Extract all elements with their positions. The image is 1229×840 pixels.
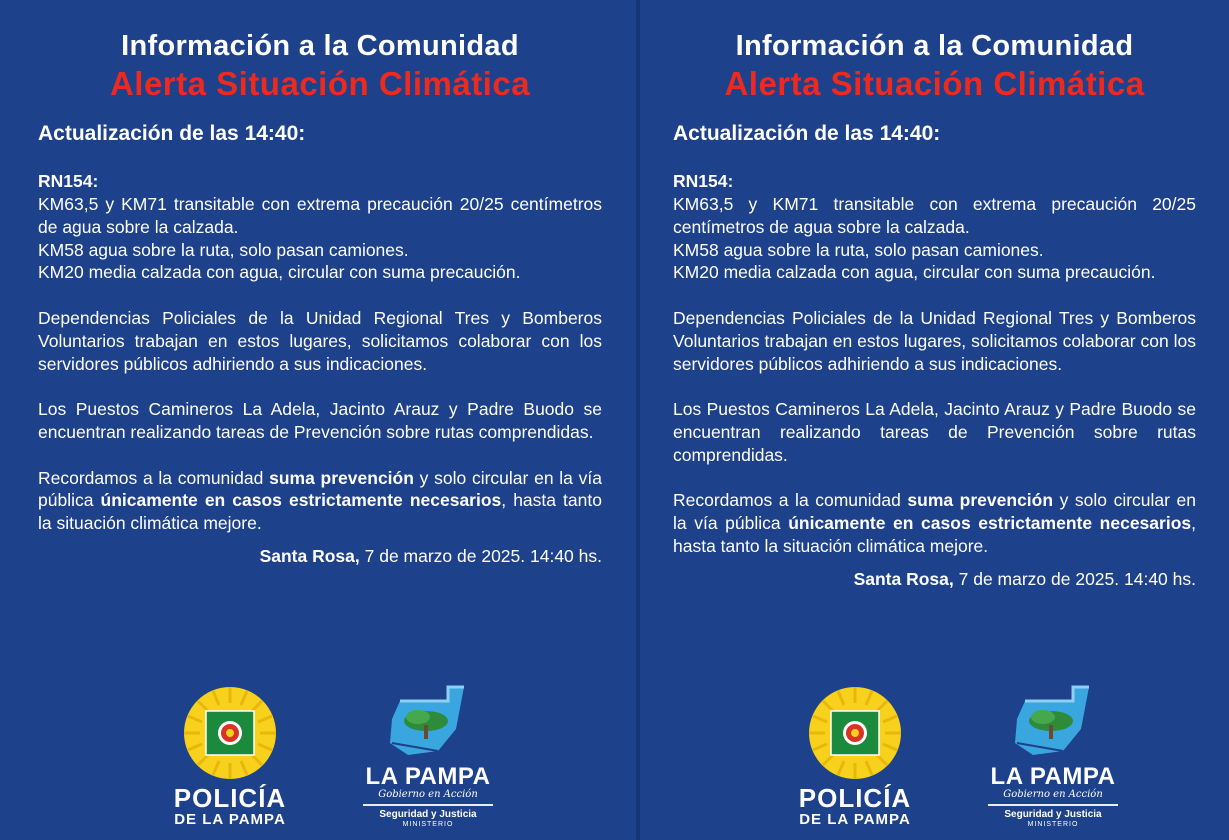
alert-title: Alerta Situación Climática: [109, 65, 531, 102]
posts-paragraph: Los Puestos Camineros La Adela, Jacinto Arauz y Padre Buodo se encuentran realizando tareas de Prevención sobre rutas comprendidas.: [673, 399, 1196, 465]
reminder-bold: únicamente en casos estrictamente necesarios: [100, 490, 502, 511]
province-map-tree-icon: [1003, 685, 1103, 763]
reminder-text: , hasta tanto la situación climática mejore.: [673, 513, 1196, 556]
signoff: [673, 568, 1196, 591]
la-pampa-logo: [958, 685, 1148, 830]
reminder-text: Recordamos a la comunidad: [673, 490, 908, 511]
road-status-3: KM20 media calzada con agua, circular con suma precaución.: [673, 262, 1156, 283]
notice-panel-right: [640, 0, 1229, 840]
la-pampa-tagline: Gobierno en Acción: [1003, 789, 1103, 800]
signoff-place: Santa Rosa,: [259, 545, 360, 566]
la-pampa-name: LA PAMPA: [990, 763, 1116, 790]
notice-heading: Información a la Comunidad: [121, 30, 519, 62]
notice-content: [38, 28, 602, 568]
reminder-text: y solo circular en la vía pública: [673, 490, 1196, 534]
logo-divider: [988, 804, 1118, 806]
signoff-place: Santa Rosa,: [853, 568, 954, 589]
route-label: RN154:: [673, 171, 734, 191]
police-paragraph: Dependencias Policiales de la Unidad Regional Tres y Bomberos Voluntarios trabajan en estos lugares, solicitamos colaborar con los servidores públicos adhiriendo a sus indicaciones.: [38, 307, 602, 374]
sunburst-emblem-icon: [789, 685, 921, 781]
police-paragraph: Dependencias Policiales de la Unidad Regional Tres y Bomberos Voluntarios trabajan en estos lugares, solicitamos colaborar con los servidores públicos adhiriendo a sus indicaciones.: [673, 307, 1196, 374]
notice-heading: Información a la Comunidad: [735, 30, 1134, 62]
update-time: Actualización de las 14:40:: [38, 122, 306, 145]
reminder-text: , hasta tanto la situación climática mejore.: [38, 490, 602, 534]
road-status-1: KM63,5 y KM71 transitable con extrema precaución 20/25 centímetros de agua sobre la calzada.: [38, 194, 602, 237]
police-name: POLICÍA: [173, 783, 287, 813]
road-status-3: KM20 media calzada con agua, circular con suma precaución.: [38, 262, 521, 283]
la-pampa-logo: [333, 685, 523, 830]
route-label: RN154:: [38, 171, 99, 191]
reminder-text: Recordamos a la comunidad: [38, 467, 270, 488]
ministry-label: MINISTERIO: [1027, 821, 1079, 828]
road-status-2: KM58 agua sobre la ruta, solo pasan camiones.: [673, 239, 1044, 260]
ministry-name: Seguridad y Justicia: [379, 809, 477, 820]
update-time: Actualización de las 14:40:: [673, 122, 941, 145]
ministry-label: MINISTERIO: [402, 821, 454, 828]
posts-paragraph: Los Puestos Camineros La Adela, Jacinto Arauz y Padre Buodo se encuentran realizando tareas de Prevención sobre rutas comprendidas.: [38, 399, 602, 442]
reminder-bold: suma prevención: [907, 490, 1054, 511]
province-map-tree-icon: [378, 685, 478, 763]
sunburst-emblem-icon: [164, 685, 296, 781]
police-subname: DE LA PAMPA: [799, 811, 911, 828]
la-pampa-tagline: Gobierno en Acción: [378, 789, 478, 800]
notice-content: [673, 28, 1196, 591]
reminder-paragraph: [673, 489, 1196, 557]
signoff-date: 7 de marzo de 2025. 14:40 hs.: [953, 568, 1196, 589]
reminder-text: y solo circular en la vía pública: [38, 467, 602, 511]
logos: [155, 685, 535, 830]
police-name: POLICÍA: [798, 783, 912, 813]
road-status-2: KM58 agua sobre la ruta, solo pasan camiones.: [38, 239, 409, 260]
signoff-date: 7 de marzo de 2025. 14:40 hs.: [359, 545, 602, 566]
alert-title: Alerta Situación Climática: [724, 65, 1145, 102]
police-subname: DE LA PAMPA: [174, 811, 286, 828]
logo-divider: [363, 804, 493, 806]
reminder-paragraph: [38, 467, 602, 535]
signoff: [38, 545, 602, 568]
logos: [780, 685, 1160, 830]
ministry-name: Seguridad y Justicia: [1004, 809, 1102, 820]
road-status-1: KM63,5 y KM71 transitable con extrema precaución 20/25 centímetros de agua sobre la calzada.: [673, 194, 1196, 237]
reminder-bold: únicamente en casos estrictamente necesarios: [788, 513, 1192, 534]
la-pampa-name: LA PAMPA: [365, 763, 491, 790]
reminder-bold: suma prevención: [269, 467, 414, 488]
police-logo: [780, 685, 930, 830]
police-logo: [155, 685, 305, 830]
